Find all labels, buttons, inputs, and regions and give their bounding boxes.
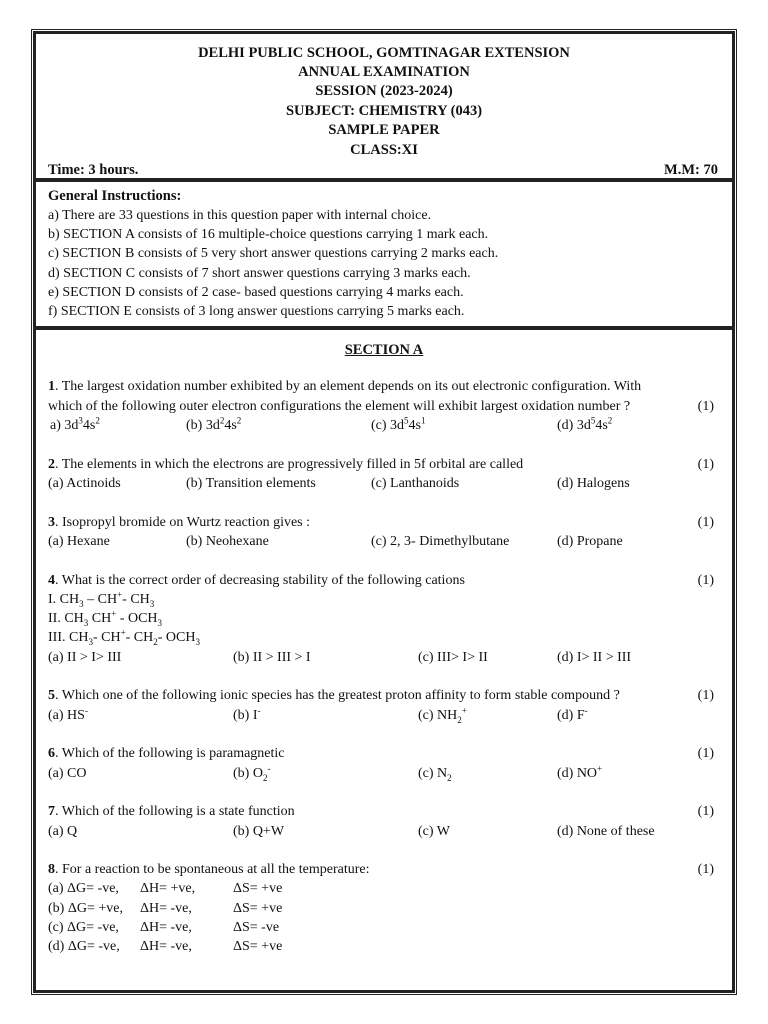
question-5-option-b: (b) I- [233, 705, 261, 723]
question-3-option-c: (c) 2, 3- Dimethylbutane [371, 534, 510, 549]
question-7-option-d: (d) None of these [557, 824, 655, 839]
question-8-option-d-ds: ΔS= +ve [233, 939, 283, 954]
section-title: SECTION A [344, 342, 424, 358]
question-2-option-d: (d) Halogens [557, 476, 630, 491]
question-1-option-a: a) $3d^34s^2$ [50, 415, 100, 433]
question-4-marks: (1) [697, 573, 714, 588]
question-3: 3. Isopropyl bromide on Wurtz reaction gives : [48, 515, 311, 530]
section-a [34, 328, 734, 992]
question-4-option-d: (d) I> II > III [557, 650, 632, 665]
question-8-option-d-dg: (d) ΔG= -ve, [48, 939, 120, 954]
question-8-option-b-dh: ΔH= -ve, [140, 901, 192, 916]
question-2-option-b: (b) Transition elements [186, 476, 316, 491]
question-2-option-c: (c) Lanthanoids [371, 476, 460, 491]
exam-header [34, 32, 734, 180]
question-8-option-b-ds: ΔS= +ve [233, 901, 283, 916]
question-5: 5. Which one of the following ionic species has the greatest proton affinity to form stable compound ? [48, 688, 620, 703]
question-1-option-c: (c) $3d^54s^1$ [371, 415, 426, 433]
question-8-option-a-ds: ΔS= +ve [233, 881, 283, 896]
question-4-cation-iii: III. $CH_3-$ CH+- $CH_2-$ $OCH_3$ [48, 627, 200, 647]
question-6-option-b: (b) $O_2^-$ [233, 763, 271, 783]
question-7-option-a: (a) Q [48, 824, 78, 839]
instructions-title: General Instructions: [48, 188, 182, 204]
question-8-option-d-dh: ΔH= -ve, [140, 939, 192, 954]
question-2: 2. The elements in which the electrons are progressively filled in 5f orbital are called [48, 457, 524, 472]
question-2-option-a: (a) Actinoids [48, 476, 121, 491]
general-instructions [34, 180, 734, 328]
question-7-option-c: (c) W [418, 824, 450, 839]
question-1-option-d: (d) $3d^54s^2$ [557, 415, 613, 433]
question-5-option-c: (c) $NH_2^+$ [418, 705, 467, 725]
question-4-option-b: (b) II > III > I [233, 650, 311, 665]
question-4: 4. What is the correct order of decreasing stability of the following cations [48, 573, 465, 588]
question-5-option-a: (a) HS- [48, 705, 88, 723]
time-label: Time: 3 hours. [48, 162, 139, 178]
subject: SUBJECT: CHEMISTRY (043) [285, 103, 483, 119]
question-5-marks: (1) [697, 688, 714, 703]
question-4-cation-ii: II. $CH_3$ $CH^+ - OCH_3$ [48, 608, 163, 628]
instruction-item: a) There are 33 questions in this question paper with internal choice. [48, 208, 432, 223]
paper-type: SAMPLE PAPER [328, 122, 440, 138]
instruction-item: f) SECTION E consists of 3 long answer questions carrying 5 marks each. [48, 304, 465, 319]
question-3-option-a: (a) Hexane [48, 534, 110, 549]
question-6: 6. Which of the following is paramagnetic [48, 746, 285, 761]
question-6-option-a: (a) CO [48, 766, 87, 781]
question-6-option-c: (c) $N_2$ [418, 766, 452, 783]
question-8-option-c-ds: ΔS= -ve [233, 920, 280, 935]
question-5-option-d: (d) F- [557, 705, 588, 723]
instruction-item: c) SECTION B consists of 5 very short answer questions carrying 2 marks each. [48, 246, 499, 261]
class-label: CLASS:XI [350, 142, 418, 158]
instruction-item: e) SECTION D consists of 2 case- based questions carrying 4 marks each. [48, 285, 464, 300]
question-8: 8. For a reaction to be spontaneous at all the temperature: [48, 862, 370, 877]
question-8-option-c-dh: ΔH= -ve, [140, 920, 192, 935]
question-6-option-d: (d) NO+ [557, 763, 603, 781]
question-3-marks: (1) [697, 515, 714, 530]
question-4-option-c: (c) III> I> II [418, 650, 488, 665]
exam-name: ANNUAL EXAMINATION [298, 64, 470, 80]
instruction-item: b) SECTION A consists of 16 multiple-choice questions carrying 1 mark each. [48, 227, 489, 242]
question-7-option-b: (b) Q+W [233, 824, 285, 839]
question-1-marks: (1) [697, 399, 714, 414]
question-8-marks: (1) [697, 862, 714, 877]
question-8-option-a-dg: (a) ΔG= -ve, [48, 881, 119, 896]
question-4-cation-i: I. $CH_3 - CH^+-$ $CH_3$ [48, 589, 155, 609]
question-8-option-c-dg: (c) ΔG= -ve, [48, 920, 119, 935]
question-8-option-b-dg: (b) ΔG= +ve, [48, 901, 123, 916]
question-7: 7. Which of the following is a state function [48, 804, 295, 819]
max-marks: M.M: 70 [664, 162, 718, 178]
question-1-line2: which of the following outer electron configurations the element will exhibit largest oxidation number ? [48, 399, 631, 414]
session: SESSION (2023-2024) [315, 83, 453, 99]
question-4-option-a: (a) II > I> III [48, 650, 122, 665]
question-1-option-b: (b) $3d^24s^2$ [186, 415, 242, 433]
question-7-marks: (1) [697, 804, 714, 819]
question-2-marks: (1) [697, 457, 714, 472]
question-8-option-a-dh: ΔH= +ve, [140, 881, 196, 896]
question-3-option-d: (d) Propane [557, 534, 623, 549]
question-6-marks: (1) [697, 746, 714, 761]
instruction-item: d) SECTION C consists of 7 short answer questions carrying 3 marks each. [48, 266, 471, 281]
question-3-option-b: (b) Neohexane [186, 534, 269, 549]
school-name: DELHI PUBLIC SCHOOL, GOMTINAGAR EXTENSION [198, 45, 570, 61]
question-1-line1: 1. The largest oxidation number exhibited by an element depends on its out electronic configuration. With [48, 379, 642, 394]
